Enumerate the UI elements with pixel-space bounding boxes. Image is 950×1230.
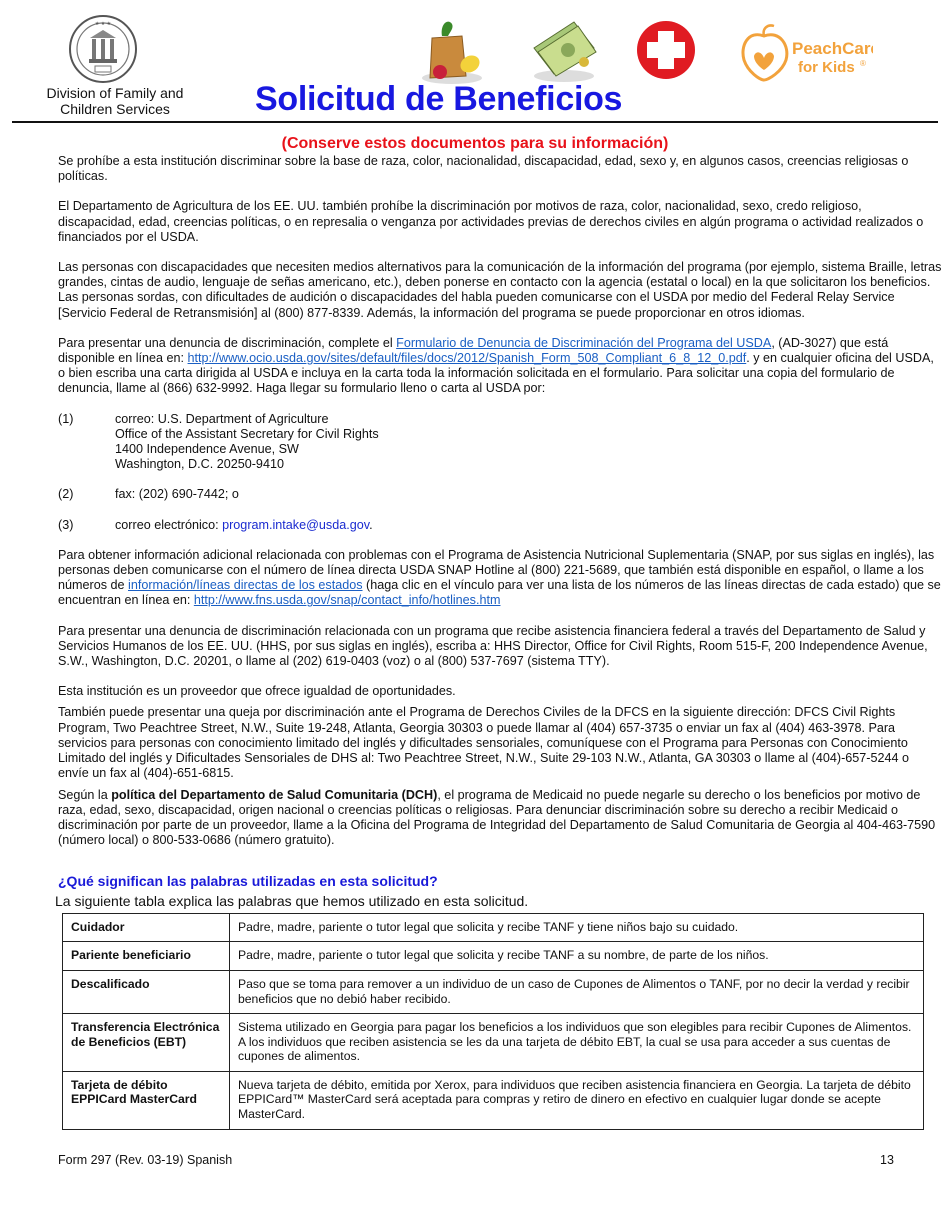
complaint-text-b: , (AD-3027) que está disponible en línea en: [58,335,889,366]
glossary-term: Pariente beneficiario [63,942,230,971]
email-address-link[interactable]: program.intake@usda.gov [222,517,370,532]
contact-number: (3) [58,517,74,532]
state-hotlines-link[interactable]: información/líneas directas de los estados [128,578,363,593]
snap-text-b: (haga clic en el vínculo para ver una lista de los números de las líneas directas de cada estado) que se encuentran en línea en: [58,578,941,608]
form-number: Form 297 (Rev. 03-19) Spanish [58,1153,233,1167]
peachcare-text-1: PeachCare [792,39,873,58]
dch-text-a: Según la [58,787,112,802]
page-title: Solicitud de Beneficios [255,80,623,118]
paragraph-dch [58,788,942,849]
page-number: 13 [880,1153,894,1167]
glossary-term: Tarjeta de débito EPPICard MasterCard [63,1071,230,1129]
red-cross-icon [636,20,696,85]
table-row [63,942,924,971]
header-divider [12,121,938,123]
contact-item-fax [58,487,942,502]
email-label: correo electrónico: [115,517,223,532]
contact-number: (1) [58,411,74,426]
paragraph-complaint [58,336,942,397]
table-row [63,1014,924,1072]
glossary-term: Transferencia Electrónica de Beneficios (EBT) [63,1014,230,1072]
paragraph-snap [58,548,942,609]
address-line: Office of the Assistant Secretary for Civil Rights [115,426,379,441]
peachcare-registered-mark: ® [860,59,866,68]
division-line-2: Children Services [60,101,170,117]
glossary-term: Descalificado [63,970,230,1013]
georgia-seal-icon [68,14,138,84]
division-name [20,85,210,117]
table-row [63,913,924,942]
complaint-form-link[interactable]: Formulario de Denuncia de Discriminación del Programa del USDA [396,335,772,350]
contact-mail-address [115,412,379,473]
paragraph-dfcs: También puede presentar una queja por discriminación ante el Programa de Derechos Civiles de la DFCS en la siguiente dirección: DFCS Civil Rights Program, Two Peachtree Street, N.W., Suite 19-248, Atlanta, Georgia 30303 o puede llamar al (404) 657-3735 o enviar un fax al (404) 463-3978. Para servicios para personas con conocimiento limitado del inglés y dificultades sensoriales, comuníquese con el Programa para Personas con Conocimiento Limitado del inglés y Dificultades Sensoriales de DHS al: Two Peachtree Street, N.W., Suite 29-103 N.W., Atlanta, GA 30303 o llame al (404)-657-5244 o envíe un fax al (404)-651-6815. [58,705,909,781]
complaint-text-c: . y en cualquier oficina del USDA, o bien escriba una carta dirigida al USDA e incluya en la carta toda la información solicitada en el formulario. Para solicitar una copia del formulario de denuncia, llame al (866) 632-9992. Haga llegar su formulario lleno o carta al USDA por: [58,351,934,396]
glossary-definition: Paso que se toma para remover a un individuo de un caso de Cupones de Alimentos o TANF, por no decir la verdad y recibir beneficios que no debió haber recibido. [230,970,924,1013]
paragraph-hhs: Para presentar una denuncia de discriminación relacionada con un programa que recibe asistencia financiera federal a través del Departamento de Salud y Servicios Humanos de los EE. UU. (HHS, por sus siglas en inglés), escriba a: HHS Director, Office for Civil Rights, Room 515-F, 200 Independence Avenue, S.W., Washington, D.C. 20201, o llame al (202) 619-0403 (voz) o al (800) 537-7697 (sistema TTY). [58,623,928,669]
glossary-table [62,913,924,1130]
glossary-definition: Sistema utilizado en Georgia para pagar los beneficios a los individuos que son elegibles para recibir Cupones de Alimentos. A los individuos que reciben asistencia se les da una tarjeta de débito EBT, la cual se usa para acceder a sus cuentas de cupones de alimentos. [230,1014,924,1072]
glossary-definition: Padre, madre, pariente o tutor legal que solicita y recibe TANF a su nombre, de parte de los niños. [230,942,924,971]
dch-policy-bold: política del Departamento de Salud Comunitaria (DCH) [111,787,438,802]
complaint-form-url-link[interactable]: http://www.ocio.usda.gov/sites/default/files/docs/2012/Spanish_Form_508_Compliant_6_8_12_0.pdf [187,351,747,366]
glossary-term: Cuidador [63,913,230,942]
keep-documents-notice: (Conserve estos documentos para su información) [281,135,669,152]
contact-fax: fax: (202) 690-7442; o [115,487,239,502]
address-line: Washington, D.C. 20250-9410 [115,457,284,472]
snap-text-a: Para obtener información adicional relacionada con problemas con el Programa de Asistencia Nutricional Suplementaria (SNAP, por sus siglas en inglés), las personas deben comunicarse con el número de línea directa USDA SNAP Hotline al (800) 221-5689, que también está disponible en español, o llame a los números de [58,547,935,593]
hotlines-url-link[interactable]: http://www.fns.usda.gov/snap/contact_info/hotlines.htm [193,593,501,608]
document-body [55,154,942,1130]
contact-number: (2) [58,487,74,502]
address-line: correo: U.S. Department of Agriculture [115,411,329,426]
contact-email [115,518,373,533]
table-row [63,970,924,1013]
email-suffix: . [369,517,373,532]
paragraph-equal-opportunity: Esta institución es un proveedor que ofrece igualdad de oportunidades. [58,684,456,699]
peachcare-logo-icon [738,22,873,89]
paragraph-disabilities: Las personas con discapacidades que necesiten medios alternativos para la comunicación de la información del programa (por ejemplo, sistema Braille, letras grandes, cintas de audio, lenguaje de señas americano, etc.), deben ponerse en contacto con la agencia (estatal o local) en la que solicitaron los beneficios. Las personas sordas, con dificultades de audición o discapacidades del habla pueden comunicarse con el USDA por medio del Federal Relay Service [Servicio Federal de Retransmisión] al (800) 877-8339. Además, la información del programa se puede proporcionar en otros idiomas. [58,260,942,320]
paragraph-nondiscrimination: Se prohíbe a esta institución discriminar sobre la base de raza, color, nacionalidad, discapacidad, edad, sexo y, en algunos casos, creencias religiosas o políticas. [58,154,909,184]
peachcare-text-2: for Kids [798,59,855,76]
glossary-definition: Nueva tarjeta de débito, emitida por Xerox, para individuos que reciben asistencia financiera en Georgia. La tarjeta de débito EPPICard™ MasterCard será aceptada para compras y retiro de dinero en efectivo en cualquier lugar donde se acepte MasterCard. [230,1071,924,1129]
glossary-definition: Padre, madre, pariente o tutor legal que solicita y recibe TANF y tiene niños bajo su cuidado. [230,913,924,942]
svg-text:★ ★ ★: ★ ★ ★ [94,21,112,27]
contact-item-email [58,518,942,533]
glossary-heading: ¿Qué significan las palabras utilizadas en esta solicitud? [58,873,438,890]
dch-text-b: , el programa de Medicaid no puede negarle su derecho o los beneficios por motivo de raza, edad, sexo, discapacidad, origen nacional o creencias políticas o religiosas. Para denunciar discriminación sobre su derecho a recibir Medicaid o discriminación por parte de un proveedor, llame a la Oficina del Programa de Integridad del Departamento de Salud Comunitaria de Georgia al 404-463-7590 (número local) o 800-533-0686 (número gratuito). [58,787,936,848]
contact-item-mail [58,412,942,473]
paragraph-usda-prohibition: El Departamento de Agricultura de los EE. UU. también prohíbe la discriminación por motivos de raza, color, nacionalidad, sexo, credo religioso, discapacidad, edad, creencias políticas, o en represalia o venganza por actividades previas de derechos civiles en algún programa o actividad realizados o financiados por el USDA. [58,199,924,244]
glossary-intro: La siguiente tabla explica las palabras que hemos utilizado en esta solicitud. [55,892,529,909]
table-row [63,1071,924,1129]
complaint-text-a: Para presentar una denuncia de discriminación, complete el [58,335,397,350]
division-line-1: Division of Family and [46,85,184,101]
address-line: 1400 Independence Avenue, SW [115,442,299,457]
